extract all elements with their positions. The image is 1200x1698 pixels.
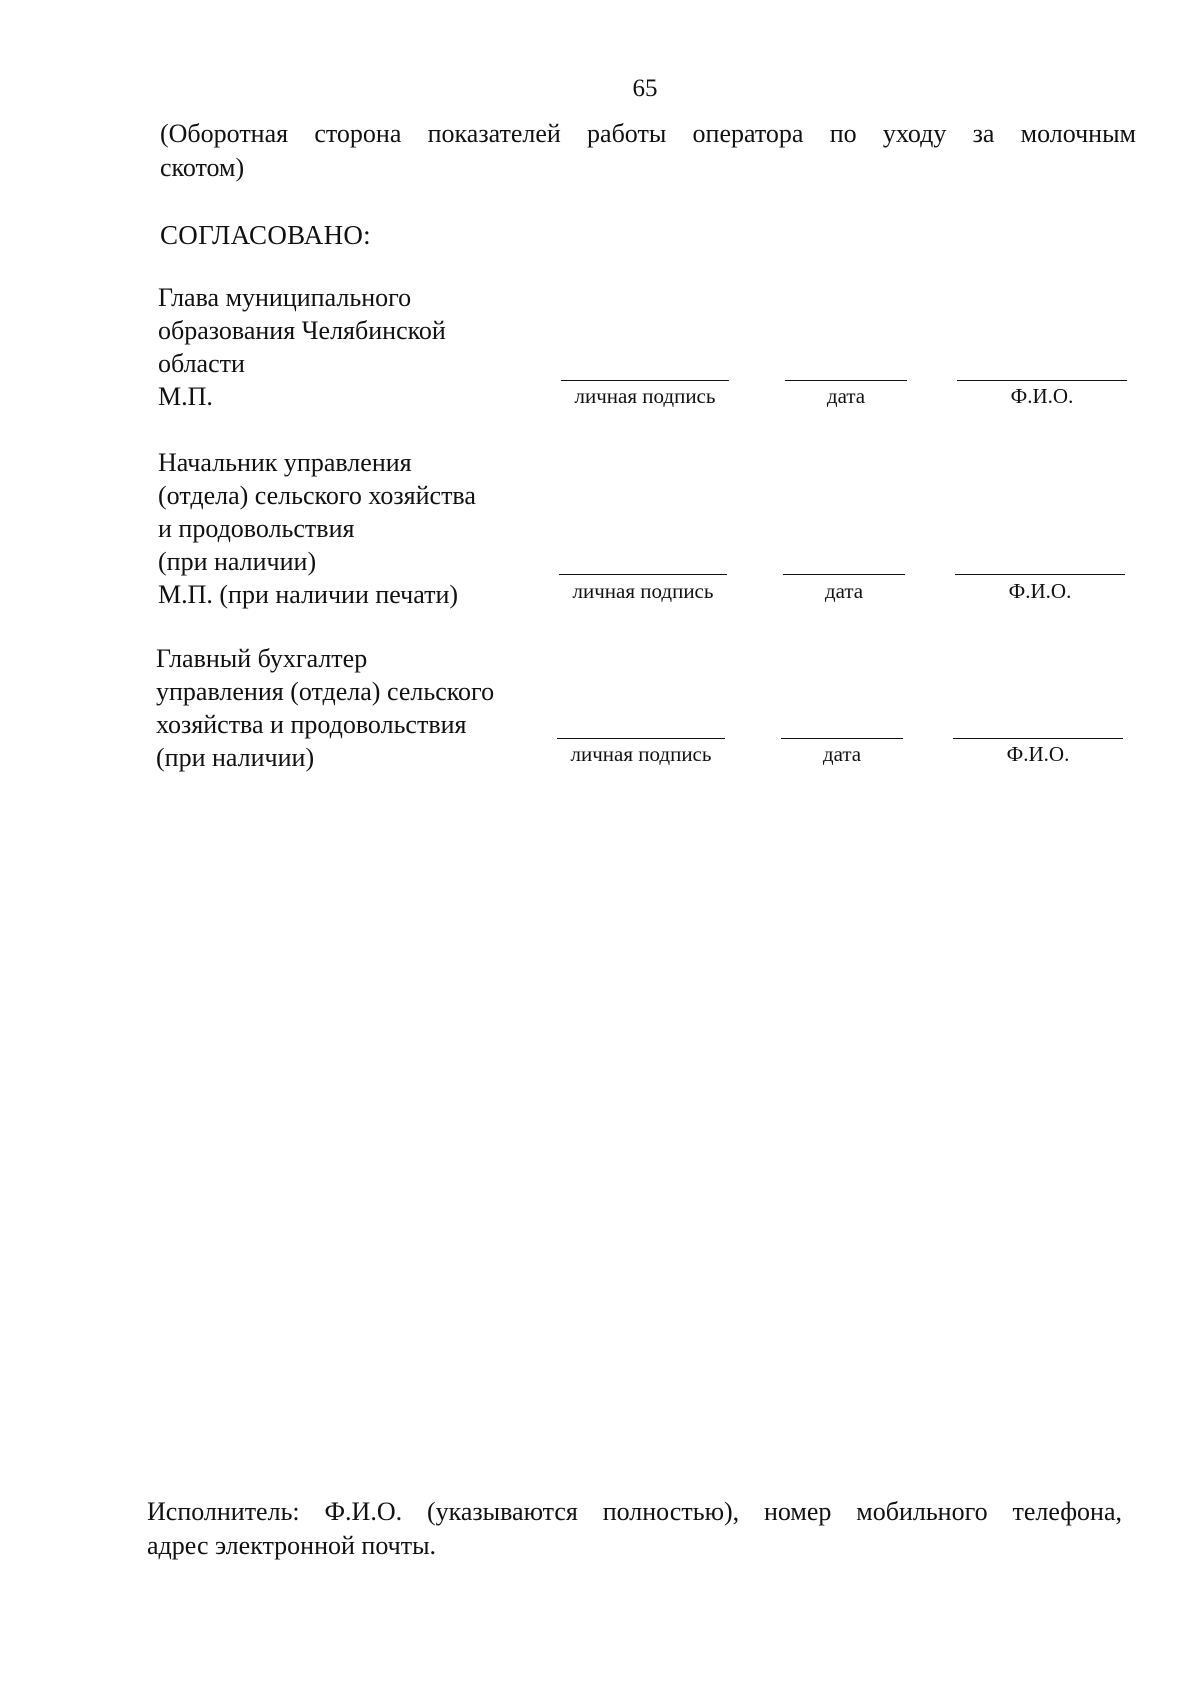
signatory-title-line: Глава муниципального (158, 283, 412, 312)
executor-note (147, 1495, 1122, 1563)
executor-line-1: Исполнитель: Ф.И.О. (указываются полностью), номер мобильного телефона, (147, 1497, 1122, 1526)
name-line (957, 380, 1127, 381)
signatory-title-line: области (158, 349, 245, 378)
executor-line-2: адрес электронной почты. (147, 1531, 437, 1560)
approved-heading: СОГЛАСОВАНО: (160, 220, 371, 250)
signatory-title (158, 281, 446, 413)
signatory-title-line: (отдела) сельского хозяйства (158, 481, 476, 510)
signatory-title-line: управления (отдела) сельского (156, 677, 495, 706)
signature-caption: личная подпись (570, 742, 712, 766)
name-caption: Ф.И.О. (1006, 742, 1070, 766)
signatory-title-line: М.П. (158, 382, 213, 411)
date-line (785, 380, 907, 381)
signature-line (557, 738, 725, 739)
date-line (781, 738, 903, 739)
signatory-title (158, 446, 476, 611)
date-line (783, 574, 905, 575)
signatory-title-line: Начальник управления (158, 448, 412, 477)
signatory-title-line: (при наличии) (158, 547, 317, 576)
signatory-title-line: и продовольствия (158, 514, 355, 543)
date-caption: дата (822, 742, 862, 766)
signatory-title-line: хозяйства и продовольствия (156, 710, 467, 739)
signatory-title-line: М.П. (при наличии печати) (158, 580, 459, 609)
signatory-title-line: (при наличии) (156, 743, 315, 772)
document-subtitle (160, 117, 1136, 185)
signature-caption: личная подпись (574, 384, 716, 408)
name-caption: Ф.И.О. (1010, 384, 1074, 408)
signature-caption: личная подпись (572, 579, 714, 603)
signature-line (561, 380, 729, 381)
signature-line (559, 574, 727, 575)
date-caption: дата (826, 384, 866, 408)
signatory-title-line: образования Челябинской (158, 316, 446, 345)
page-number: 65 (632, 75, 658, 102)
subtitle-line-2: скотом) (160, 153, 245, 182)
date-caption: дата (824, 579, 864, 603)
name-caption: Ф.И.О. (1008, 579, 1072, 603)
signatory-title (156, 642, 494, 774)
name-line (953, 738, 1123, 739)
name-line (955, 574, 1125, 575)
signatory-title-line: Главный бухгалтер (156, 644, 368, 673)
subtitle-line-1: (Оборотная сторона показателей работы оператора по уходу за молочным (160, 119, 1136, 148)
